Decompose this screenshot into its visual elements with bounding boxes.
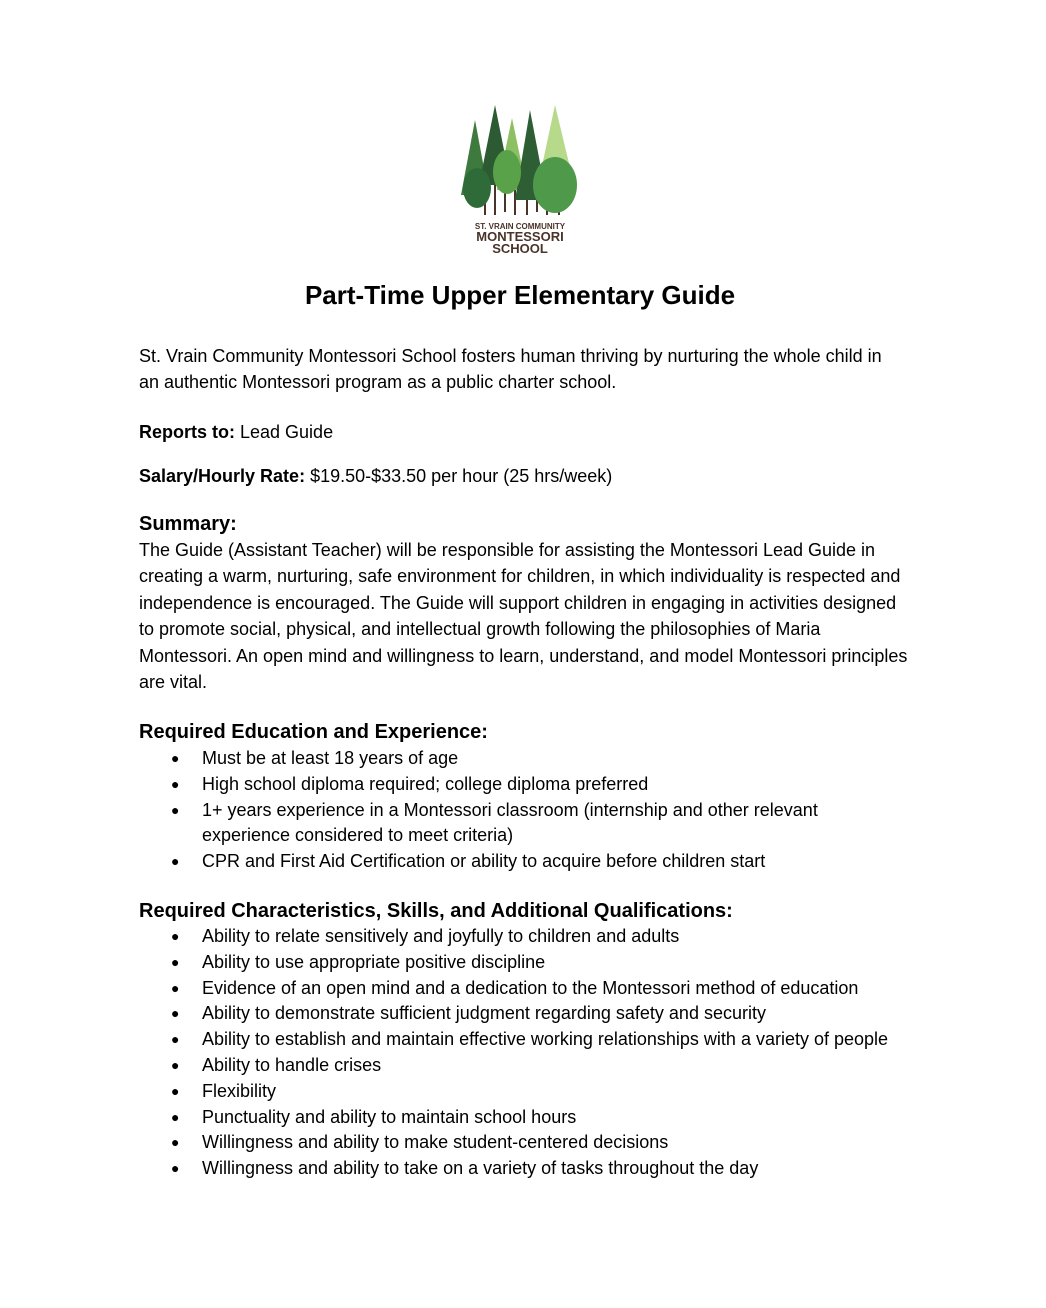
list-item: ● Punctuality and ability to maintain school hours (139, 1105, 889, 1131)
reports-to-label: Reports to: (139, 422, 235, 442)
svg-text:SCHOOL: SCHOOL (492, 241, 548, 256)
list-item: ● Must be at least 18 years of age (139, 746, 879, 772)
list-item: ● Evidence of an open mind and a dedication to the Montessori method of education (139, 976, 889, 1002)
svg-text:ST. VRAIN COMMUNITY: ST. VRAIN COMMUNITY (474, 222, 566, 231)
list-item: ● Ability to relate sensitively and joyfully to children and adults (139, 924, 889, 950)
education-list (139, 746, 879, 875)
skills-heading: Required Characteristics, Skills, and Additional Qualifications: (139, 900, 733, 922)
list-item: ● Ability to demonstrate sufficient judgment regarding safety and security (139, 1001, 889, 1027)
summary-text: The Guide (Assistant Teacher) will be responsible for assisting the Montessori Lead Guide in creating a warm, nurturing, safe environment for children, in which individuality is respected and independence is encouraged. The Guide will support children in engaging in activities designed to promote social, physical, and intellectual growth following the philosophies of Maria Montessori. An open mind and willingness to learn, understand, and model Montessori principles are vital. (139, 540, 908, 693)
page-title: Part-Time Upper Elementary Guide (304, 280, 736, 310)
list-item: ● CPR and First Aid Certification or ability to acquire before children start (139, 849, 879, 875)
list-item: ● Willingness and ability to take on a variety of tasks throughout the day (139, 1156, 889, 1182)
list-item: ● Ability to use appropriate positive discipline (139, 950, 889, 976)
list-item: ● Willingness and ability to make student-centered decisions (139, 1130, 889, 1156)
school-logo (455, 100, 585, 260)
list-item: ● Flexibility (139, 1079, 889, 1105)
reports-to (139, 420, 899, 446)
intro-paragraph: St. Vrain Community Montessori School fosters human thriving by nurturing the whole child in an authentic Montessori program as a public charter school. (139, 346, 882, 392)
summary-heading: Summary: (139, 513, 237, 535)
list-item: ● High school diploma required; college diploma preferred (139, 772, 879, 798)
salary-label: Salary/Hourly Rate: (139, 466, 306, 486)
list-item: ● Ability to establish and maintain effective working relationships with a variety of people (139, 1027, 889, 1053)
education-heading: Required Education and Experience: (139, 721, 488, 743)
reports-to-value: Lead Guide (235, 422, 334, 442)
list-item: ● Ability to handle crises (139, 1053, 889, 1079)
list-item: ● 1+ years experience in a Montessori classroom (internship and other relevant experience considered to meet criteria) (139, 798, 879, 850)
skills-list (139, 924, 889, 1182)
salary (139, 464, 899, 490)
svg-text:MONTESSORI: MONTESSORI (476, 229, 564, 244)
salary-value: $19.50-$33.50 per hour (25 hrs/week) (305, 466, 613, 486)
